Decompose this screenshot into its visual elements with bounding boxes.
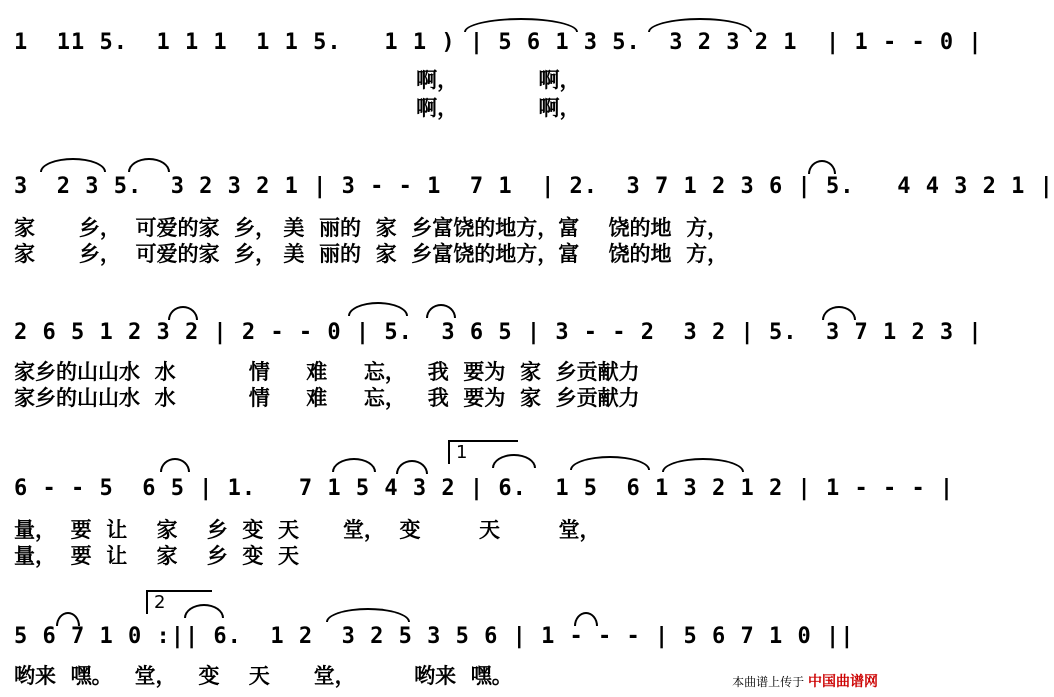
lyric-line-1: 家 乡， 可爱的家 乡， 美 丽的 家 乡富饶的地方，富 饶的地 方， [14,216,729,240]
slur [348,302,408,316]
slur [168,306,198,320]
slur [160,458,190,472]
slur [662,458,744,472]
footer-text: 本曲谱上传于 [732,675,805,689]
slur [40,158,106,172]
lyric-line-2: 家 乡， 可爱的家 乡， 美 丽的 家 乡富饶的地方，富 饶的地 方， [14,242,729,266]
site-logo: 中国曲谱网 [808,674,878,690]
lyric-line-2: 量， 要 让 家 乡 变 天 [14,544,299,568]
slur [808,160,836,174]
staff-row-1 [0,12,983,122]
notation-line: 3 2 3 5. 3 2 3 2 1 | 3 - - 1 7 1 | 2. 3 7 1 2 3 6 | 5. 4 4 3 2 1 | [14,174,1054,199]
slur [426,304,456,318]
lyric-line-2: 家乡的山山水 水 情 难 忘， 我 要为 家 乡贡献力 [14,386,640,410]
staff-row-2 [0,156,1054,266]
footer-credit [732,671,878,691]
volta-number: 1 [456,442,468,463]
staff-row-3 [0,302,983,412]
lyric-line-1: 家乡的山山水 水 情 难 忘， 我 要为 家 乡贡献力 [14,360,640,384]
slur [128,158,170,172]
lyric-line-1: 量， 要 让 家 乡 变 天 堂， 变 天 堂， [14,518,601,542]
lyric-line-2: 啊， 啊， [14,96,581,120]
staff-row-4 [0,440,955,570]
notation-line: 1 11 5. 1 1 1 1 1 5. 1 1 ) | 5 6 1 3 5. 3 2 3 2 1 | 1 - - 0 | [14,30,983,55]
slur [570,456,650,470]
notation-line: 2 6 5 1 2 3 2 | 2 - - 0 | 5. 3 6 5 | 3 - - 2 3 2 | 5. 3 7 1 2 3 | [14,320,983,345]
volta-number: 2 [154,592,166,613]
lyric-line-1: 啊， 啊， [14,68,581,92]
notation-line: 5 6 7 1 0 :|| 6. 1 2 3 2 5 3 5 6 | 1 - - - | 5 6 7 1 0 || [14,624,855,649]
slur [822,306,856,320]
slur [326,608,410,622]
slur [332,458,376,472]
notation-line: 6 - - 5 6 5 | 1. 7 1 5 4 3 2 | 6. 1 5 6 1 3 2 1 2 | 1 - - - | [14,476,955,501]
slur [396,460,428,474]
lyric-line-1: 哟来 嘿。 堂， 变 天 堂， 哟来 嘿。 [14,664,513,688]
